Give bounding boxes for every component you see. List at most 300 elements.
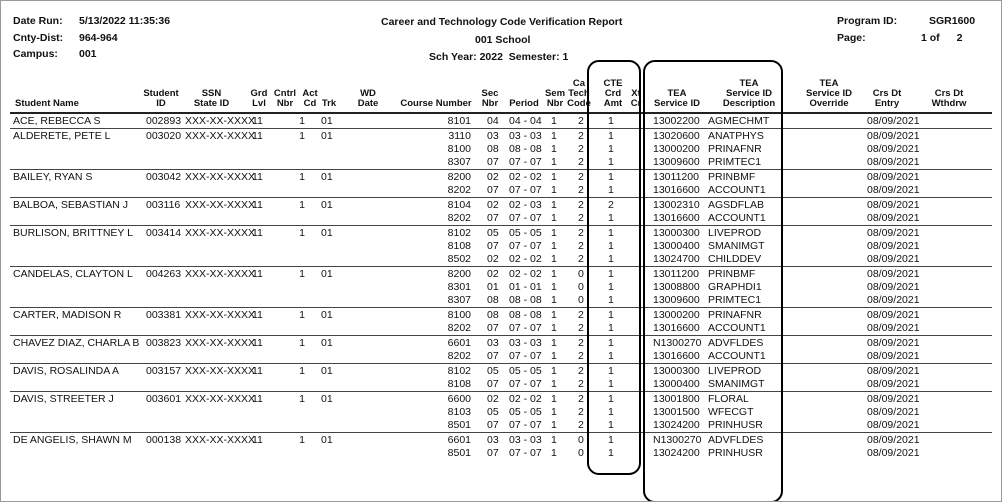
section-number: 01 [487, 281, 499, 293]
header-ssn-line: State ID [193, 98, 230, 109]
track: 01 [321, 268, 333, 280]
campus-label: Campus: [13, 48, 58, 60]
header-grd-line: Grd [250, 88, 268, 99]
school-name: 001 School [475, 34, 531, 46]
grade-level: 11 [252, 199, 263, 211]
grade-level: 11 [252, 365, 263, 377]
section-number: 02 [487, 268, 499, 280]
header-tea-override-line: TEA [819, 78, 839, 89]
tea-service-description: PRINAFNR [708, 143, 762, 155]
header-tech-line: Ca [572, 78, 586, 89]
tea-service-id: 13009600 [653, 294, 700, 306]
tea-service-id: 13000300 [653, 365, 700, 377]
course-number: 6601 [447, 337, 471, 349]
course-number: 8103 [447, 406, 471, 418]
period: 07 - 07 [509, 447, 542, 459]
cte-credit-amount: 1 [608, 419, 614, 431]
semester-number: 1 [551, 143, 557, 155]
tech-code: 0 [578, 447, 584, 459]
semester-number: 1 [551, 322, 557, 334]
section-number: 03 [487, 434, 499, 446]
row-divider [10, 432, 992, 433]
course-entry-date: 08/09/2021 [867, 309, 920, 321]
cte-credit-amount: 1 [608, 281, 614, 293]
header-tea-desc-line: Service ID [726, 88, 772, 99]
track: 01 [321, 171, 333, 183]
date-run-label: Date Run: [13, 15, 63, 27]
header-sem-line: Nbr [546, 98, 564, 109]
semester-number: 1 [551, 130, 557, 142]
sch-year [429, 51, 568, 63]
header-cte-line: Amt [603, 98, 623, 109]
header-crs-entry-line: Crs Dt [872, 88, 902, 99]
section-number: 07 [487, 322, 499, 334]
page-label: Page: [837, 32, 866, 44]
tea-service-description: AGSDFLAB [708, 199, 765, 211]
control-number: 1 [299, 309, 305, 321]
period: 05 - 05 [509, 406, 542, 418]
period: 02 - 03 [509, 199, 542, 211]
header-wd-line: WD [360, 88, 376, 99]
course-entry-date: 08/09/2021 [867, 419, 920, 431]
cte-credit-amount: 1 [608, 212, 614, 224]
ssn-state-id: XXX-XX-XXXX [185, 365, 256, 377]
student-name: BURLISON, BRITTNEY L [13, 227, 134, 239]
header-tea-desc-line: TEA [739, 78, 759, 89]
course-entry-date: 08/09/2021 [867, 199, 920, 211]
student-name: ACE, REBECCA S [13, 115, 101, 127]
section-number: 03 [487, 130, 499, 142]
control-number: 1 [299, 227, 305, 239]
course-number: 8104 [447, 199, 471, 211]
tea-service-description: GRAPHDI1 [708, 281, 762, 293]
ssn-state-id: XXX-XX-XXXX [185, 115, 256, 127]
grade-level: 11 [252, 434, 263, 446]
tech-code: 2 [578, 322, 584, 334]
tea-service-id: 13000200 [653, 143, 700, 155]
section-number: 05 [487, 227, 499, 239]
track: 01 [321, 227, 333, 239]
student-name: ALDERETE, PETE L [13, 130, 111, 142]
course-entry-date: 08/09/2021 [867, 156, 920, 168]
ssn-state-id: XXX-XX-XXXX [185, 434, 256, 446]
tech-code: 2 [578, 253, 584, 265]
student-id: 000138 [146, 434, 182, 446]
semester-number: 1 [551, 199, 557, 211]
track: 01 [321, 337, 333, 349]
header-grd-line: Lvl [252, 98, 266, 109]
period: 08 - 08 [509, 309, 542, 321]
cte-credit-amount: 1 [608, 171, 614, 183]
tea-service-id: 13016600 [653, 184, 700, 196]
student-name: DE ANGELIS, SHAWN M [13, 434, 132, 446]
student-id: 004263 [146, 268, 182, 280]
cte-credit-amount: 1 [608, 322, 614, 334]
student-id: 003042 [146, 171, 182, 183]
ssn-state-id: XXX-XX-XXXX [185, 227, 256, 239]
track: 01 [321, 130, 333, 142]
period: 07 - 07 [509, 212, 542, 224]
tea-service-description: PRIMTEC1 [708, 294, 762, 306]
header-student-id-line: ID [156, 98, 166, 109]
header-sem-line: Sem [544, 88, 566, 99]
tech-code: 2 [578, 184, 584, 196]
cte-credit-amount: 1 [608, 378, 614, 390]
course-number: 8100 [447, 309, 471, 321]
period: 02 - 02 [509, 253, 542, 265]
cte-credit-amount: 1 [608, 406, 614, 418]
semester-number: 1 [551, 393, 557, 405]
campus-value: 001 [79, 48, 97, 60]
student-name: CHAVEZ DIAZ, CHARLA B [13, 337, 140, 349]
section-number: 07 [487, 419, 499, 431]
section-number: 07 [487, 156, 499, 168]
course-number: 8100 [447, 143, 471, 155]
course-entry-date: 08/09/2021 [867, 406, 920, 418]
header-student-name [15, 99, 105, 109]
student-name: BALBOA, SEBASTIAN J [13, 199, 128, 211]
course-number: 6601 [447, 434, 471, 446]
course-entry-date: 08/09/2021 [867, 171, 920, 183]
semester-number: 1 [551, 156, 557, 168]
tea-service-description: PRINBMF [708, 268, 756, 280]
section-number: 07 [487, 212, 499, 224]
header-trk-line: Trk [321, 98, 337, 109]
tea-service-id: 13016600 [653, 212, 700, 224]
tea-service-id: 13000300 [653, 227, 700, 239]
row-divider [10, 391, 992, 392]
header-cntrl-line: Cntrl [273, 88, 297, 99]
header-ssn-line: SSN [201, 88, 222, 99]
tech-code: 2 [578, 378, 584, 390]
student-name: CANDELAS, CLAYTON L [13, 268, 133, 280]
ssn-state-id: XXX-XX-XXXX [185, 199, 256, 211]
semester-number: 1 [551, 365, 557, 377]
ssn-state-id: XXX-XX-XXXX [185, 337, 256, 349]
ssn-state-id: XXX-XX-XXXX [185, 130, 256, 142]
control-number: 1 [299, 171, 305, 183]
tea-service-description: ACCOUNT1 [708, 350, 766, 362]
row-divider [10, 169, 992, 170]
course-entry-date: 08/09/2021 [867, 434, 920, 446]
course-entry-date: 08/09/2021 [867, 281, 920, 293]
tech-code: 2 [578, 365, 584, 377]
tea-service-id: 13008800 [653, 281, 700, 293]
cte-credit-amount: 1 [608, 337, 614, 349]
period: 07 - 07 [509, 184, 542, 196]
header-grd [248, 89, 270, 109]
header-ssn [184, 89, 239, 109]
tech-code: 0 [578, 434, 584, 446]
semester-number: 1 [551, 253, 557, 265]
course-entry-date: 08/09/2021 [867, 115, 920, 127]
period: 07 - 07 [509, 350, 542, 362]
section-number: 07 [487, 350, 499, 362]
header-crs-withdraw [921, 89, 977, 109]
period: 08 - 08 [509, 294, 542, 306]
course-entry-date: 08/09/2021 [867, 143, 920, 155]
header-divider [10, 112, 992, 114]
grade-level: 11 [252, 171, 263, 183]
header-cte-line: CTE [603, 78, 623, 89]
tea-service-description: PRINBMF [708, 171, 756, 183]
tea-service-description: PRINHUSR [708, 419, 763, 431]
cte-credit-amount: 1 [608, 309, 614, 321]
tea-service-highlight [643, 60, 783, 502]
course-number: 8202 [447, 350, 471, 362]
header-period-line: Period [509, 98, 539, 109]
tea-service-id: 13000200 [653, 309, 700, 321]
row-divider [10, 307, 992, 308]
page-of: of [929, 32, 940, 44]
section-number: 07 [487, 378, 499, 390]
tea-service-id: 13009600 [653, 156, 700, 168]
control-number: 1 [299, 337, 305, 349]
course-entry-date: 08/09/2021 [867, 378, 920, 390]
section-number: 07 [487, 240, 499, 252]
tea-service-description: LIVEPROD [708, 227, 762, 239]
tea-service-description: AGMECHMT [708, 115, 770, 127]
section-number: 07 [487, 447, 499, 459]
tech-code: 2 [578, 393, 584, 405]
course-number: 8202 [447, 212, 471, 224]
tea-service-id: 13000400 [653, 378, 700, 390]
cnty-dist-value: 964-964 [79, 32, 118, 44]
date-run-value: 5/13/2022 11:35:36 [79, 15, 171, 27]
section-number: 08 [487, 294, 499, 306]
header-crs-withdraw-line: Wthdrw [931, 98, 967, 109]
semester-number: 1 [551, 212, 557, 224]
semester-number: 1 [551, 447, 557, 459]
section-number: 08 [487, 309, 499, 321]
row-divider [10, 128, 992, 129]
track: 01 [321, 434, 333, 446]
header-act [300, 89, 320, 109]
grade-level: 11 [252, 130, 263, 142]
course-entry-date: 08/09/2021 [867, 337, 920, 349]
header-course-line: Course Number [400, 98, 472, 109]
header-act-line: Cd [303, 98, 317, 109]
period: 07 - 07 [509, 240, 542, 252]
track: 01 [321, 199, 333, 211]
course-entry-date: 08/09/2021 [867, 184, 920, 196]
sch-year-value: 2022 [479, 51, 503, 63]
course-entry-date: 08/09/2021 [867, 268, 920, 280]
ssn-state-id: XXX-XX-XXXX [185, 171, 256, 183]
tech-code: 2 [578, 309, 584, 321]
ssn-state-id: XXX-XX-XXXX [185, 393, 256, 405]
semester-label: Semester: [508, 51, 560, 63]
grade-level: 11 [252, 309, 263, 321]
header-xt-line: Cr [630, 98, 642, 109]
ssn-state-id: XXX-XX-XXXX [185, 268, 256, 280]
header-sec-line: Nbr [481, 98, 499, 109]
semester-number: 1 [551, 434, 557, 446]
tech-code: 2 [578, 419, 584, 431]
cte-credit-amount: 1 [608, 268, 614, 280]
course-number: 6600 [447, 393, 471, 405]
section-number: 02 [487, 393, 499, 405]
period: 03 - 03 [509, 337, 542, 349]
section-number: 04 [487, 115, 499, 127]
course-number: 8200 [447, 268, 471, 280]
row-divider [10, 197, 992, 198]
header-sec [477, 89, 503, 109]
student-name: BAILEY, RYAN S [13, 171, 93, 183]
tea-service-description: ADVFLDES [708, 337, 764, 349]
semester-number: 1 [551, 378, 557, 390]
control-number: 1 [299, 268, 305, 280]
header-trk [319, 99, 339, 109]
tech-code: 2 [578, 406, 584, 418]
semester-number: 1 [551, 419, 557, 431]
semester-number: 1 [551, 294, 557, 306]
header-act-line: Act [302, 88, 318, 99]
course-number: 8108 [447, 240, 471, 252]
header-tea-override-line: Override [809, 98, 849, 109]
header-period [506, 99, 542, 109]
cnty-dist-label: Cnty-Dist: [13, 32, 64, 44]
tea-service-description: WFECGT [708, 406, 754, 418]
track: 01 [321, 115, 333, 127]
row-divider [10, 225, 992, 226]
tea-service-description: PRIMTEC1 [708, 156, 762, 168]
grade-level: 11 [252, 393, 263, 405]
course-number: 8101 [447, 115, 471, 127]
semester-number: 1 [551, 171, 557, 183]
header-student-id [141, 89, 181, 109]
tech-code: 2 [578, 350, 584, 362]
tea-service-id: 13002310 [653, 199, 700, 211]
section-number: 05 [487, 365, 499, 377]
control-number: 1 [299, 365, 305, 377]
semester-number: 1 [551, 268, 557, 280]
cte-credit-amount: 1 [608, 184, 614, 196]
tea-service-description: ADVFLDES [708, 434, 764, 446]
header-crs-entry-line: Entry [874, 98, 900, 109]
cte-credit-amount: 1 [608, 365, 614, 377]
tech-code: 2 [578, 240, 584, 252]
header-sec-line: Sec [481, 88, 499, 99]
tea-service-id: 13000400 [653, 240, 700, 252]
course-number: 8102 [447, 227, 471, 239]
tea-service-id: 13024200 [653, 419, 700, 431]
header-tea-override-line: Service ID [806, 88, 852, 99]
tea-service-id: 13016600 [653, 350, 700, 362]
period: 07 - 07 [509, 156, 542, 168]
period: 02 - 02 [509, 268, 542, 280]
header-wd-line: Date [357, 98, 379, 109]
period: 02 - 02 [509, 171, 542, 183]
tea-service-id: N1300270 [653, 337, 702, 349]
sch-year-label: Sch Year: [429, 51, 477, 63]
student-name: DAVIS, STREETER J [13, 393, 114, 405]
header-course [398, 99, 474, 109]
course-entry-date: 08/09/2021 [867, 365, 920, 377]
row-divider [10, 266, 992, 267]
tech-code: 2 [578, 337, 584, 349]
course-entry-date: 08/09/2021 [867, 227, 920, 239]
cte-credit-amount: 1 [608, 130, 614, 142]
course-entry-date: 08/09/2021 [867, 393, 920, 405]
period: 03 - 03 [509, 434, 542, 446]
tea-service-description: PRINHUSR [708, 447, 763, 459]
header-wd [353, 89, 383, 109]
control-number: 1 [299, 199, 305, 211]
semester-number: 1 [551, 227, 557, 239]
page-total: 2 [956, 32, 963, 44]
student-name: CARTER, MADISON R [13, 309, 122, 321]
tea-service-id: 13016600 [653, 322, 700, 334]
semester-number: 1 [551, 350, 557, 362]
semester-number: 1 [551, 337, 557, 349]
period: 02 - 02 [509, 393, 542, 405]
semester-number: 1 [551, 115, 557, 127]
grade-level: 11 [252, 227, 263, 239]
program-id-label: Program ID: [837, 15, 898, 27]
header-sem [544, 89, 566, 109]
tea-service-id: 13002200 [653, 115, 700, 127]
tea-service-id: 13024700 [653, 253, 700, 265]
cte-credit-amount: 1 [608, 434, 614, 446]
cte-credit-amount: 1 [608, 393, 614, 405]
tech-code: 0 [578, 268, 584, 280]
tea-service-id: 13020600 [653, 130, 700, 142]
semester-number: 1 [551, 184, 557, 196]
tech-code: 2 [578, 227, 584, 239]
course-number: 8202 [447, 184, 471, 196]
cte-crd-amt-highlight [587, 60, 641, 475]
cte-credit-amount: 1 [608, 447, 614, 459]
course-number: 8307 [447, 156, 471, 168]
section-number: 07 [487, 184, 499, 196]
program-id-value: SGR1600 [929, 15, 976, 27]
tech-code: 2 [578, 115, 584, 127]
control-number: 1 [299, 393, 305, 405]
header-tea-id-line: TEA [667, 88, 687, 99]
tech-code: 0 [578, 294, 584, 306]
cte-credit-amount: 1 [608, 156, 614, 168]
header-crs-withdraw-line: Crs Dt [934, 88, 964, 99]
header-tea-desc-line: Description [722, 98, 776, 109]
student-id: 003414 [146, 227, 182, 239]
student-id: 003116 [146, 199, 181, 211]
report-title: Career and Technology Code Verification Report [381, 16, 623, 28]
cte-credit-amount: 1 [608, 294, 614, 306]
tea-service-description: LIVEPROD [708, 365, 762, 377]
track: 01 [321, 393, 333, 405]
header-cntrl [272, 89, 298, 109]
student-id: 002893 [146, 115, 182, 127]
course-number: 8501 [447, 447, 471, 459]
student-id: 003020 [146, 130, 182, 142]
cte-credit-amount: 1 [608, 143, 614, 155]
cte-credit-amount: 2 [608, 199, 614, 211]
course-number: 3110 [448, 130, 471, 142]
course-entry-date: 08/09/2021 [867, 130, 920, 142]
tea-service-description: ACCOUNT1 [708, 322, 766, 334]
semester-number: 1 [551, 240, 557, 252]
semester-number: 1 [551, 309, 557, 321]
course-number: 8200 [447, 171, 471, 183]
tea-service-id: N1300270 [653, 434, 702, 446]
course-number: 8501 [447, 419, 471, 431]
semester-number: 1 [551, 406, 557, 418]
cte-credit-amount: 1 [608, 227, 614, 239]
header-cntrl-line: Nbr [276, 98, 294, 109]
period: 03 - 03 [509, 130, 542, 142]
tech-code: 2 [578, 199, 584, 211]
